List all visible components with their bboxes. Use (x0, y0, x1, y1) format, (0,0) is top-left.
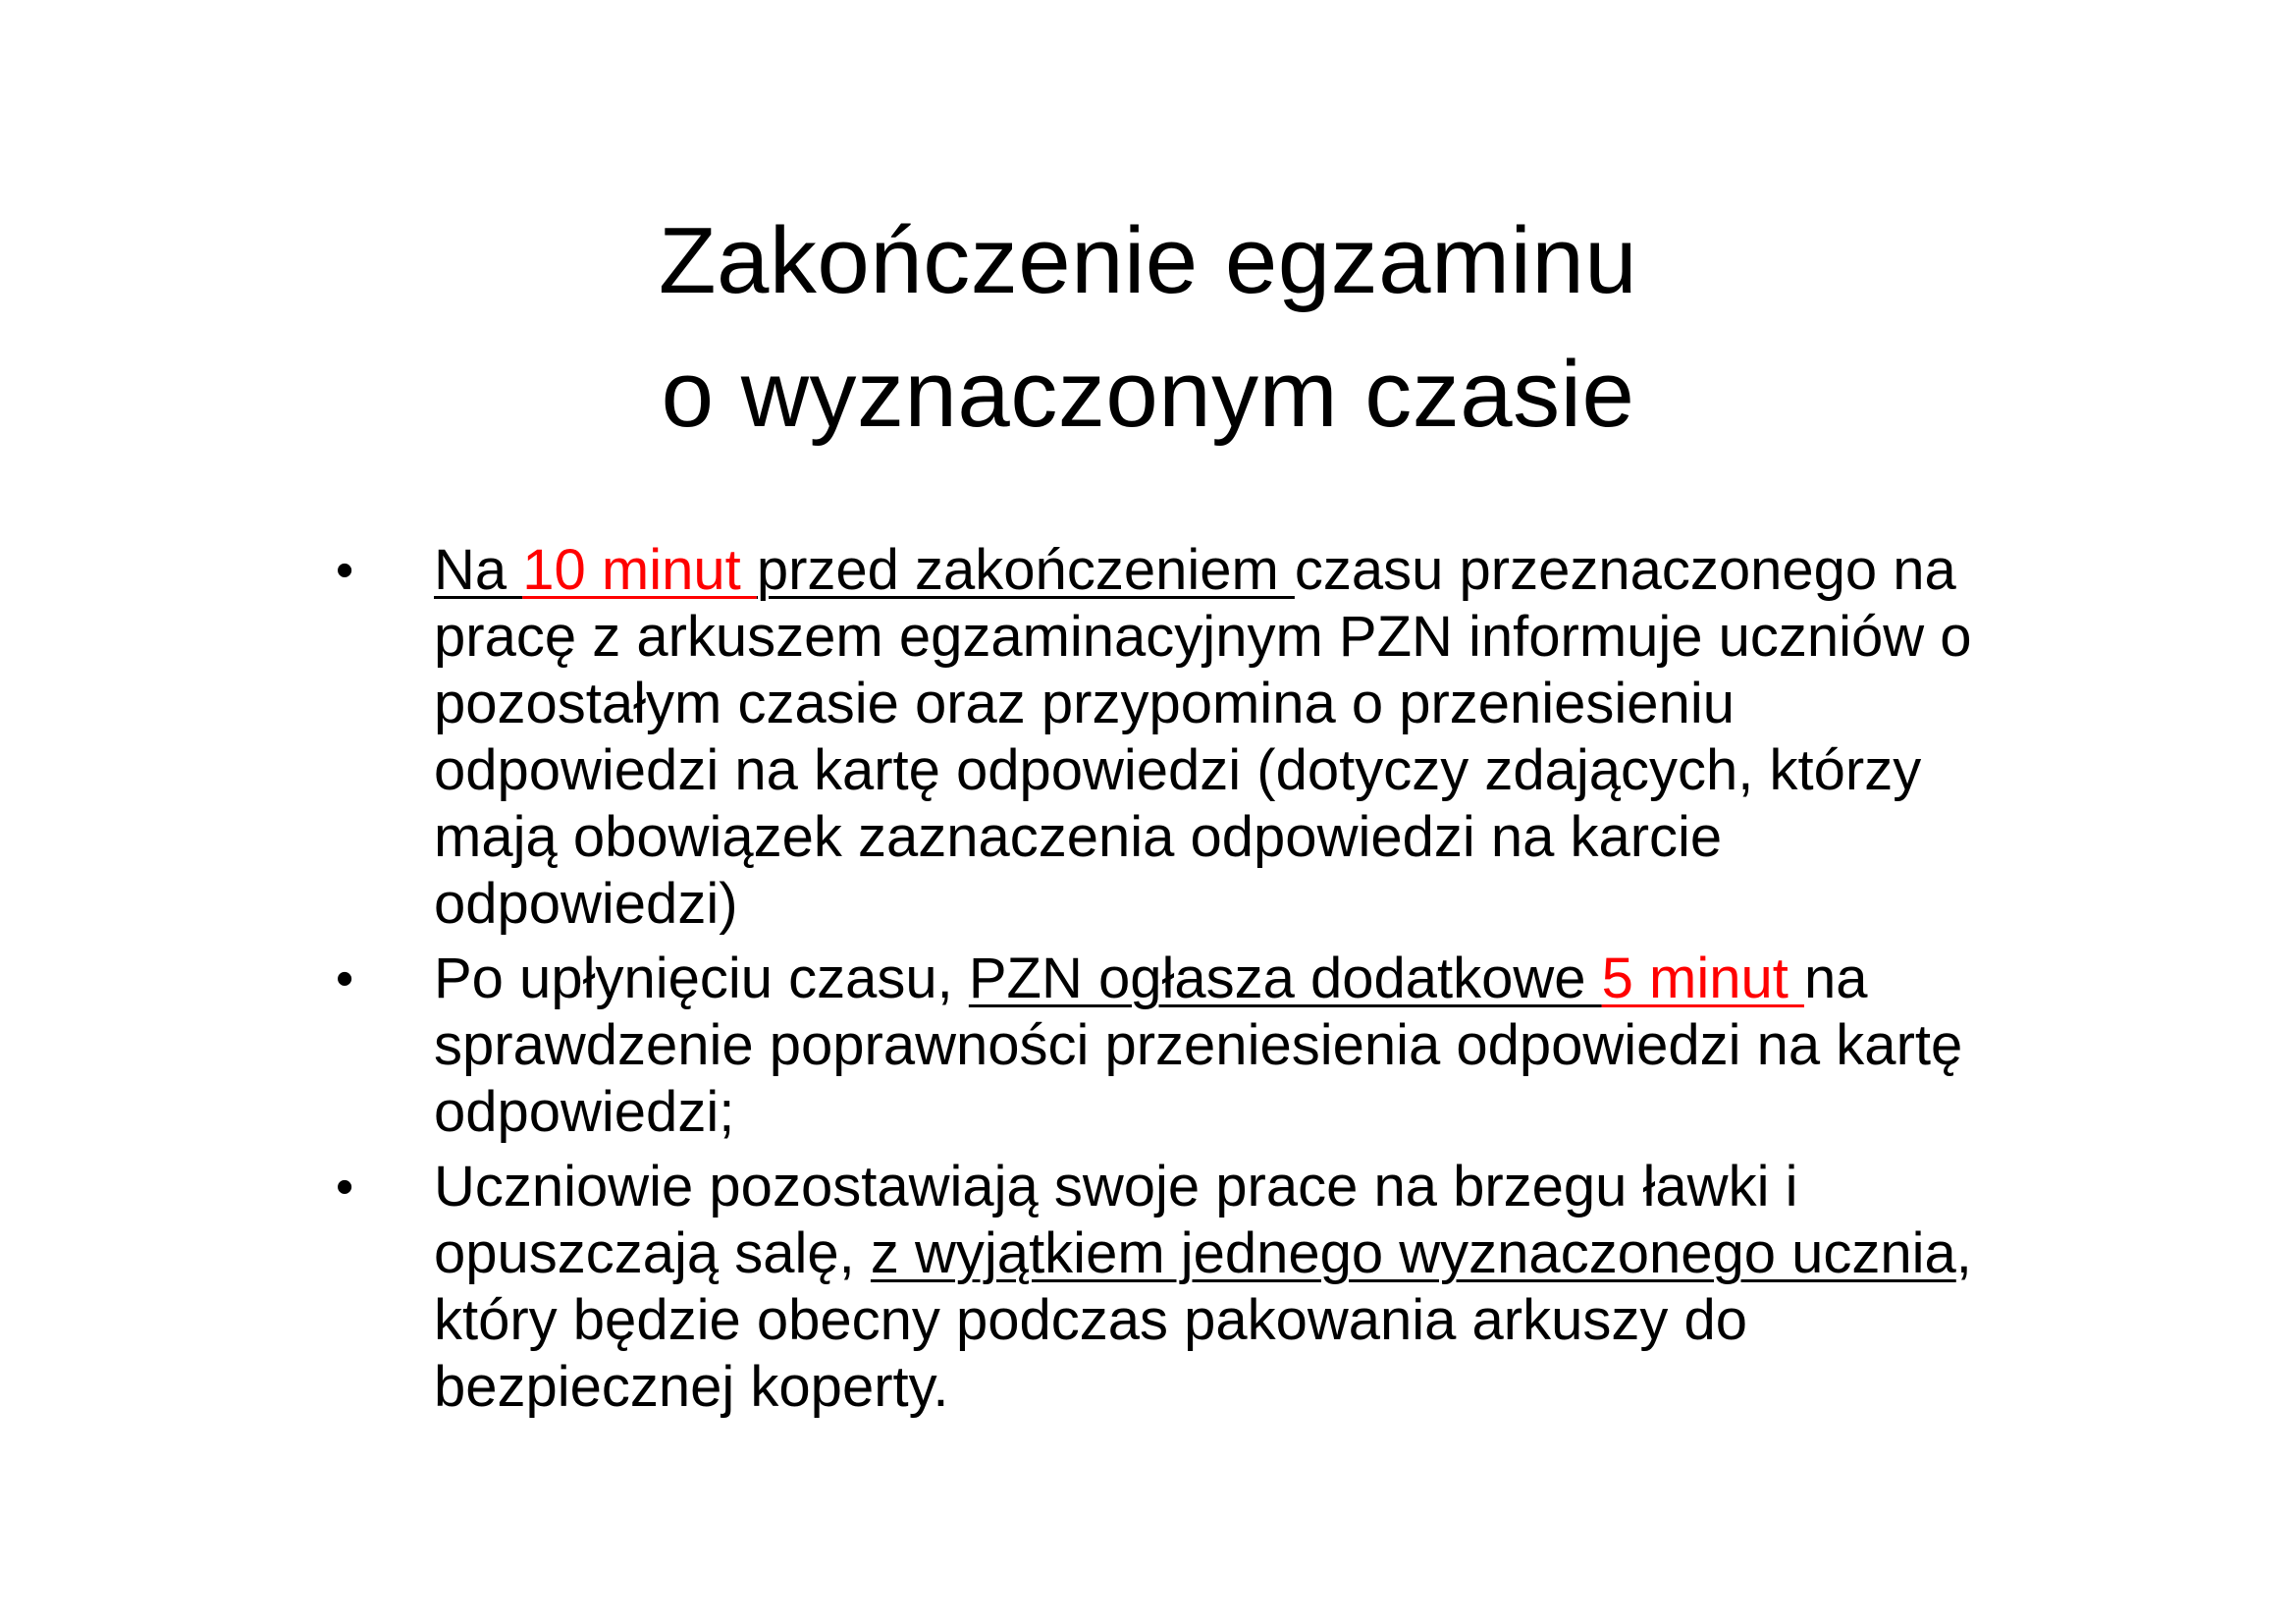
bullet-2-highlight-5-minut: 5 minut (1601, 947, 1804, 1010)
bullet-dot-icon: • (336, 1159, 354, 1216)
bullet-2-underlined-pzn-oglasza: PZN ogłasza dodatkowe (968, 947, 1602, 1010)
bullet-3-intro: Uczniowie pozostawiają swoje prace na brzegu ławki i opuszczają salę, (434, 1155, 1798, 1285)
bullet-1-underlined-przed-zakonczeniem: przed zakończeniem (756, 538, 1295, 602)
bullet-dot-icon: • (336, 950, 354, 1007)
title-line-2: o wyznaczonym czasie (661, 342, 1635, 447)
bullet-1-rest: czasu przeznaczonego na pracę z arkuszem egzaminacyjnym PZN informuje uczniów o pozostałym czasie oraz przypomina o przeniesieniu odpowiedzi na kartę odpowiedzi (dotyczy zdających, którzy mają obowiązek zaznaczenia odpowiedzi na karcie odpowiedzi) (434, 538, 1972, 936)
bullet-text-1 (434, 538, 1972, 936)
bullet-1-highlight-10-minut: 10 minut (522, 538, 757, 602)
bullet-item-1 (324, 537, 2032, 938)
bullet-2-intro: Po upłynięciu czasu, (434, 947, 969, 1010)
bullet-1-underlined-na: Na (434, 538, 523, 602)
bullet-item-2 (324, 946, 2032, 1146)
bullet-item-3 (324, 1154, 2032, 1421)
title-line-1: Zakończenie egzaminu (658, 208, 1638, 313)
slide-title (0, 194, 2296, 461)
bullet-3-rest: , który będzie obecny podczas pakowania arkuszy do bezpiecznej koperty. (434, 1221, 1972, 1419)
bullet-3-underlined-exception: z wyjątkiem jednego wyznaczonego ucznia (870, 1221, 1956, 1285)
bullet-dot-icon: • (336, 542, 354, 599)
bullet-text-3 (434, 1155, 1972, 1419)
bullet-list (324, 537, 2032, 1429)
bullet-2-rest: na sprawdzenie poprawności przeniesienia odpowiedzi na kartę odpowiedzi; (434, 947, 1963, 1144)
bullet-text-2 (434, 947, 1962, 1144)
